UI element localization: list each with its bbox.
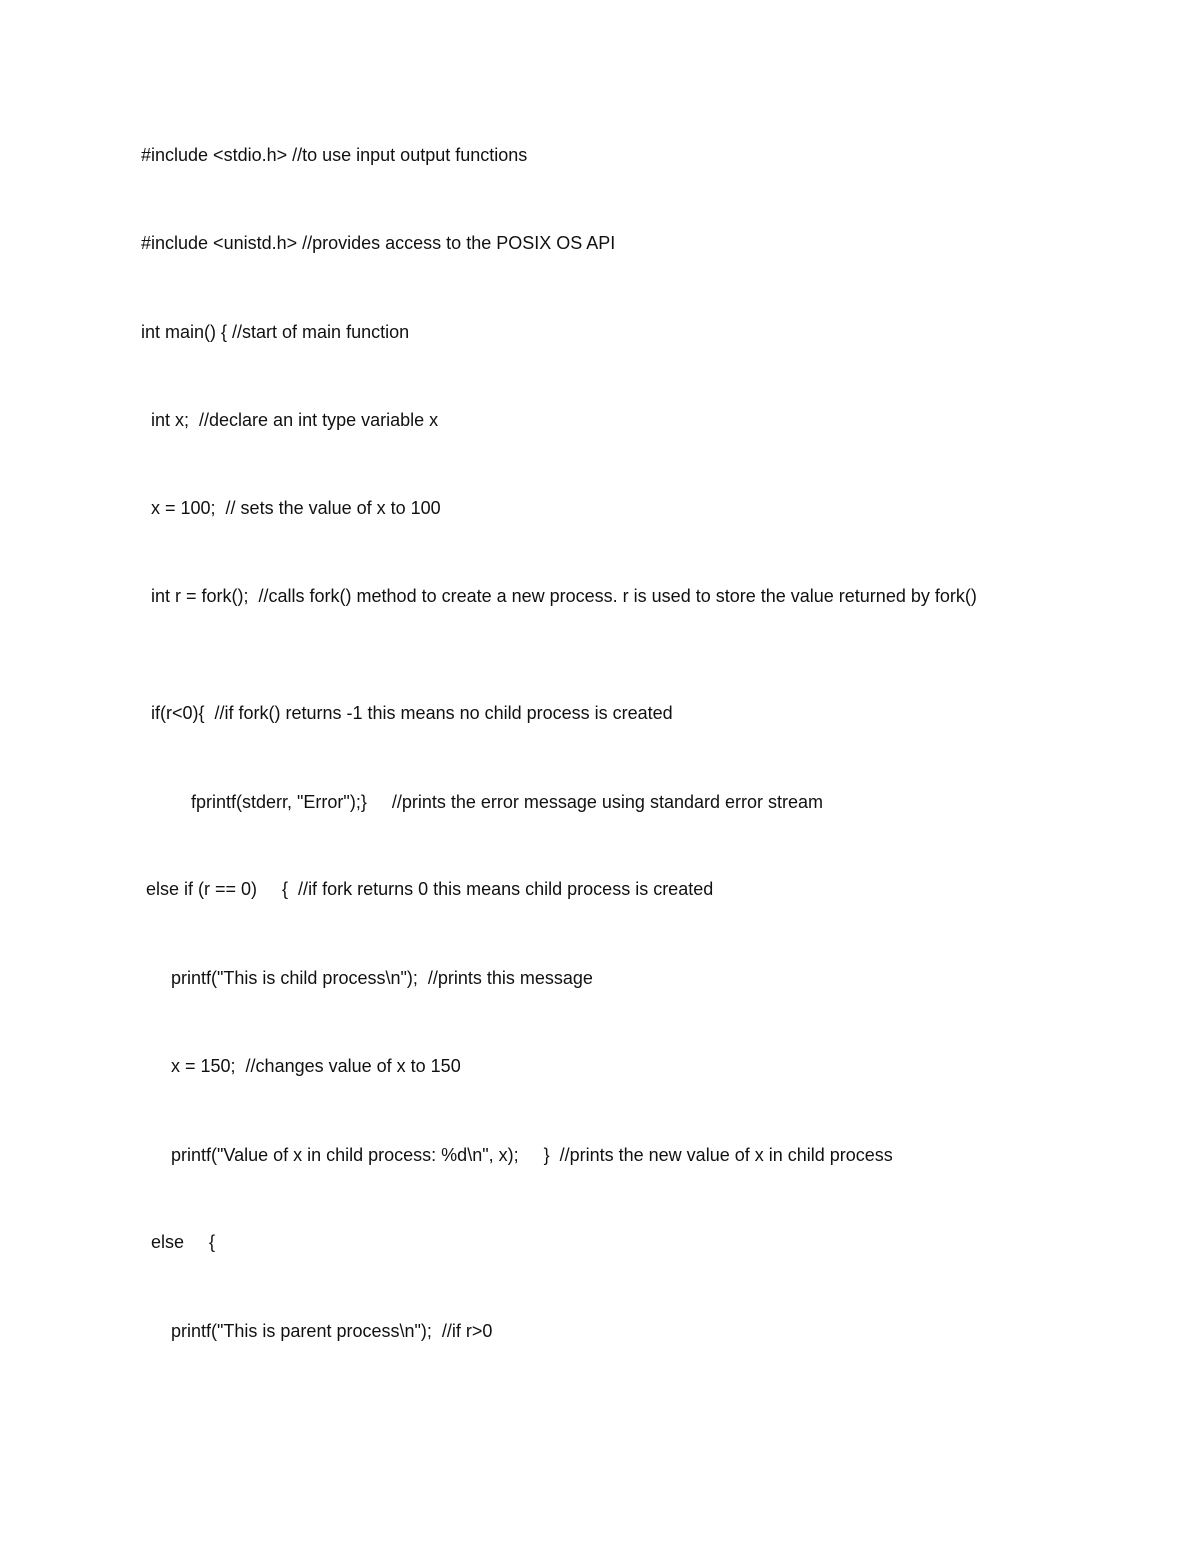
code-line-set-x: x = 100; // sets the value of x to 100 xyxy=(141,498,441,518)
code-line-declare-x: int x; //declare an int type variable x xyxy=(141,410,439,430)
code-line-if-error: if(r<0){ //if fork() returns -1 this means no child process is created xyxy=(141,703,673,723)
code-line-printf-child: printf("This is child process\n"); //prints this message xyxy=(141,968,593,988)
code-line-main: int main() { //start of main function xyxy=(141,322,410,342)
code-line-change-x: x = 150; //changes value of x to 150 xyxy=(141,1056,461,1076)
code-line-include-unistd: #include <unistd.h> //provides access to the POSIX OS API xyxy=(141,233,616,253)
code-line-printf-value: printf("Value of x in child process: %d\n", x); } //prints the new value of x in child process xyxy=(141,1145,893,1165)
code-line-include-stdio: #include <stdio.h> //to use input output functions xyxy=(141,145,528,165)
code-line-else-if-child: else if (r == 0) { //if fork returns 0 this means child process is created xyxy=(141,879,714,899)
code-line-else: else { xyxy=(141,1232,216,1252)
code-line-printf-parent: printf("This is parent process\n"); //if r>0 xyxy=(141,1321,493,1341)
code-line-fork: int r = fork(); //calls fork() method to create a new process. r is used to store the value returned by fork() xyxy=(141,586,977,606)
code-line-fprintf: fprintf(stderr, "Error");} //prints the error message using standard error stream xyxy=(141,792,824,812)
